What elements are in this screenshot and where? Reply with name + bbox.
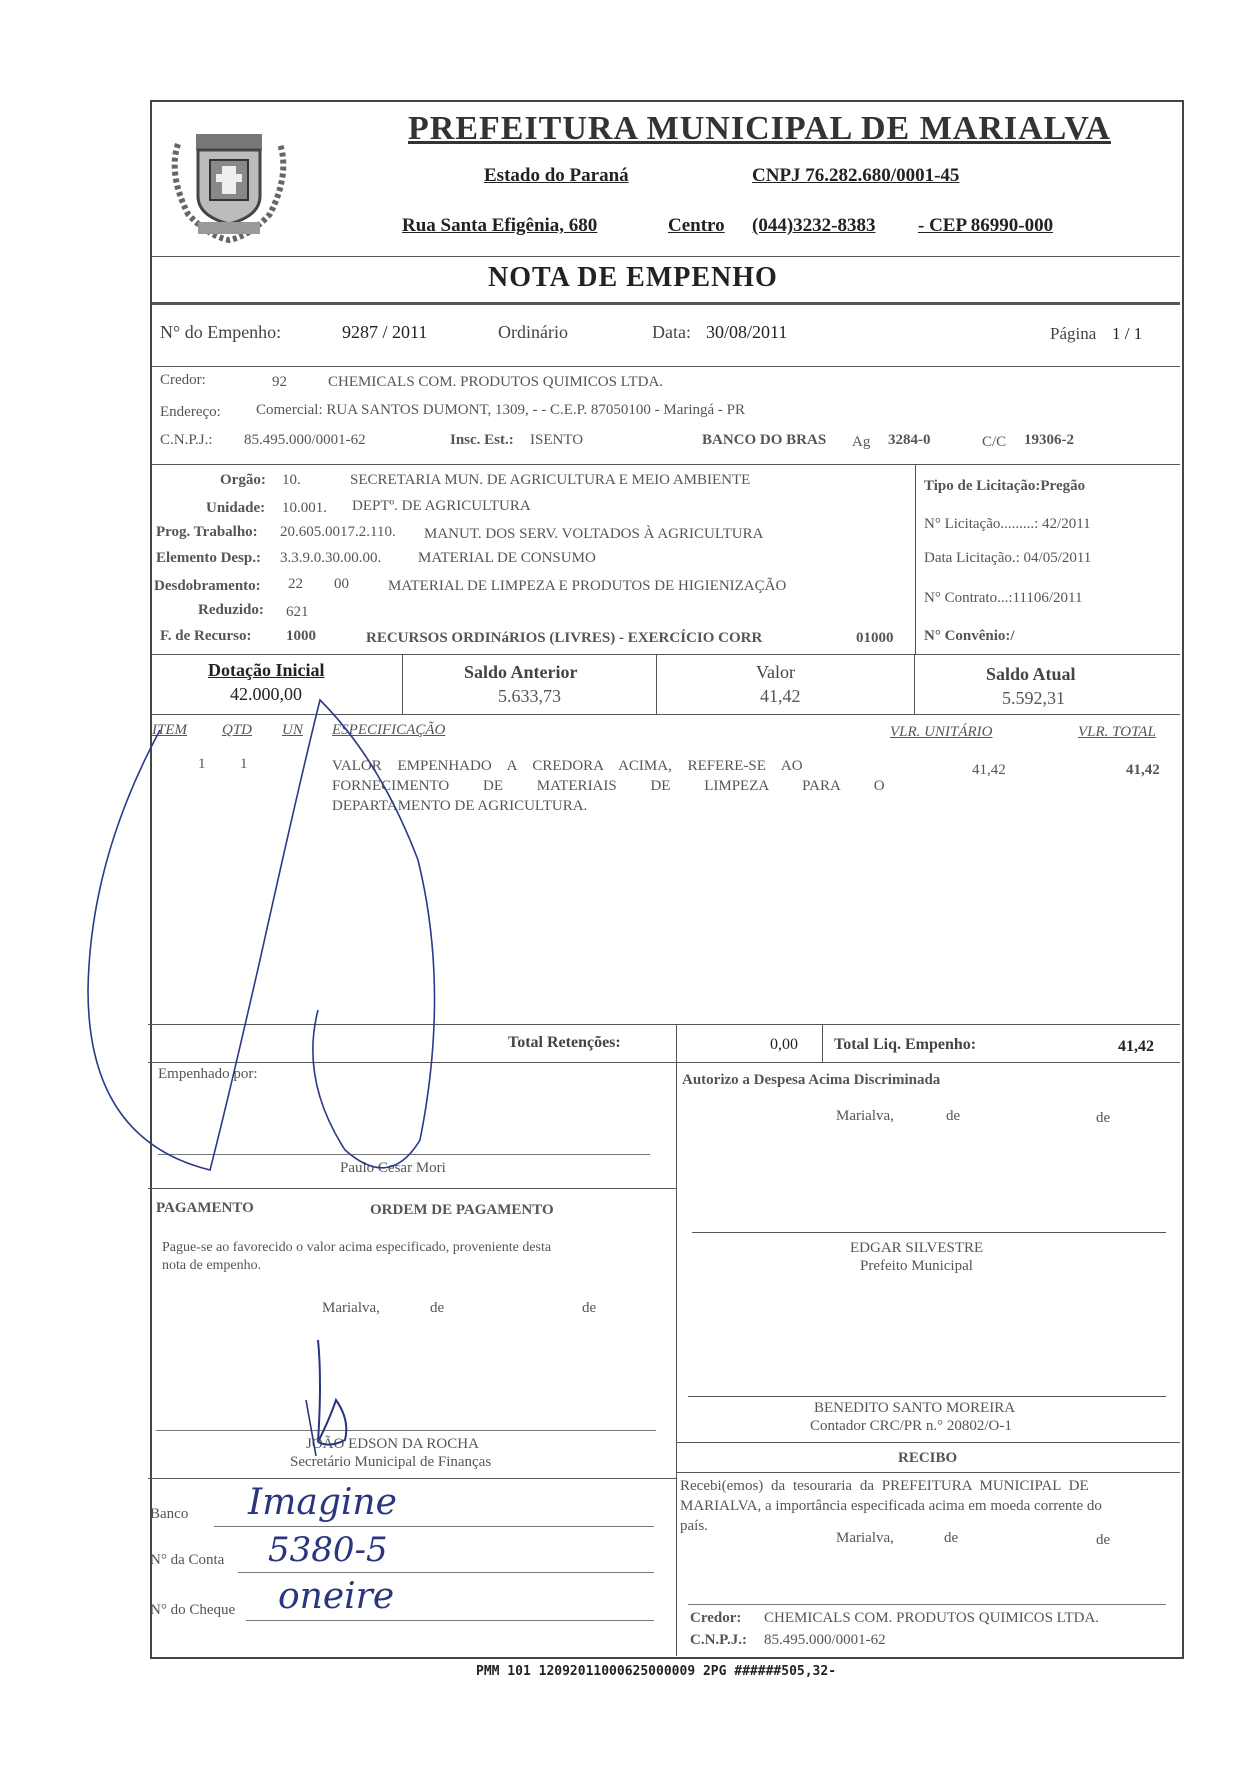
- saldo-atual-value: 5.592,31: [1002, 688, 1065, 708]
- valor-label: Valor: [756, 662, 795, 682]
- col-un: UN: [282, 722, 303, 738]
- banco-handwritten: Imagine: [248, 1482, 397, 1523]
- credor-cnpj: 85.495.000/0001-62: [244, 432, 366, 448]
- recibo-cnpj: 85.495.000/0001-62: [764, 1632, 886, 1648]
- phone: (044)3232-8383: [752, 215, 876, 236]
- conta-label: N° da Conta: [150, 1552, 225, 1568]
- prog-label: Prog. Trabalho:: [156, 524, 258, 540]
- licitacao-data: Data Licitação.: 04/05/2011: [924, 550, 1092, 566]
- recibo-text-line2: MARIALVA, a importância especificada acima em moeda corrente do: [680, 1498, 1102, 1514]
- insc-value: ISENTO: [530, 432, 584, 448]
- desdobramento-code1: 22: [288, 576, 303, 592]
- cnpj-label: C.N.P.J.:: [160, 432, 213, 448]
- date-label: Data:: [652, 322, 691, 342]
- dotacao-inicial-value: 42.000,00: [230, 684, 302, 704]
- recurso-name: RECURSOS ORDINáRIOS (LIVRES) - EXERCÍCIO CORR: [366, 630, 763, 646]
- footer-barcode-text: PMM 101 12092011000625000009 2PG ######505,32-: [476, 1664, 837, 1679]
- elemento-code: 3.3.9.0.30.00.00.: [280, 550, 382, 566]
- elemento-name: MATERIAL DE CONSUMO: [418, 550, 596, 566]
- address: Rua Santa Efigênia, 680: [402, 215, 598, 236]
- recibo-text-line3: país.: [680, 1518, 708, 1534]
- contador-name: BENEDITO SANTO MOREIRA: [814, 1400, 1016, 1416]
- col-especificacao: ESPECIFICAÇÃO: [332, 722, 446, 738]
- ordem-pagamento-label: ORDEM DE PAGAMENTO: [370, 1202, 554, 1218]
- prog-code: 20.605.0017.2.110.: [280, 524, 396, 540]
- municipality-title: PREFEITURA MUNICIPAL DE MARIALVA: [408, 110, 1111, 147]
- recibo-label: RECIBO: [898, 1450, 958, 1466]
- credor-address: Comercial: RUA SANTOS DUMONT, 1309, - - C.E.P. 87050100 - Maringá - PR: [256, 402, 746, 418]
- cep: - CEP 86990-000: [918, 215, 1054, 236]
- prefeito-role: Prefeito Municipal: [860, 1258, 973, 1274]
- item-number: 1: [198, 756, 206, 772]
- empenho-number: 9287 / 2011: [342, 322, 428, 342]
- dotacao-inicial-label: Dotação Inicial: [208, 660, 325, 680]
- financas-role: Secretário Municipal de Finanças: [290, 1454, 492, 1470]
- financas-name: JOÃO EDSON DA ROCHA: [306, 1436, 479, 1452]
- recibo-place: Marialva,: [836, 1530, 894, 1546]
- prefeito-name: EDGAR SILVESTRE: [850, 1240, 984, 1256]
- unidade-code: 10.001.: [282, 500, 327, 516]
- empenho-type: Ordinário: [498, 322, 568, 342]
- contador-role: Contador CRC/PR n.° 20802/O-1: [810, 1418, 1012, 1434]
- document-title: NOTA DE EMPENHO: [488, 262, 778, 293]
- date-value: 30/08/2011: [706, 322, 788, 342]
- recibo-credor-label: Credor:: [690, 1610, 742, 1626]
- orgao-label: Orgão:: [220, 472, 266, 488]
- empenhado-por-label: Empenhado por:: [158, 1066, 258, 1082]
- item-spec-line1: VALOR EMPENHADO A CREDORA ACIMA, REFERE-SE AO: [332, 758, 803, 774]
- recibo-cnpj-label: C.N.P.J.:: [690, 1632, 747, 1648]
- cnpj-header: CNPJ 76.282.680/0001-45: [752, 165, 960, 186]
- pagamento-text-line1: Pague-se ao favorecido o valor acima especificado, proveniente desta: [162, 1240, 552, 1255]
- agency-label: Ag: [852, 434, 871, 450]
- recibo-credor-name: CHEMICALS COM. PRODUTOS QUIMICOS LTDA.: [764, 1610, 1100, 1626]
- elemento-label: Elemento Desp.:: [156, 550, 261, 566]
- insc-label: Insc. Est.:: [450, 432, 514, 448]
- contrato-numero: N° Contrato...:11106/2011: [924, 590, 1083, 606]
- autorizo-de1: de: [946, 1108, 961, 1124]
- col-qtd: QTD: [222, 722, 253, 738]
- address-label: Endereço:: [160, 404, 221, 420]
- saldo-atual-label: Saldo Atual: [986, 664, 1076, 684]
- unidade-label: Unidade:: [206, 500, 266, 516]
- recibo-de2: de: [1096, 1532, 1111, 1548]
- credor-code: 92: [272, 374, 287, 390]
- page-label: Página: [1050, 324, 1097, 343]
- state-name: Estado do Paraná: [484, 165, 629, 186]
- recibo-de1: de: [944, 1530, 959, 1546]
- account: 19306-2: [1024, 432, 1074, 448]
- empenho-number-label: N° do Empenho:: [160, 322, 282, 342]
- item-spec-line2: FORNECIMENTO DE MATERIAIS DE LIMPEZA PARA O: [332, 778, 885, 794]
- pagamento-de1: de: [430, 1300, 445, 1316]
- licitacao-numero: N° Licitação.........: 42/2011: [924, 516, 1091, 532]
- orgao-code: 10.: [282, 472, 301, 488]
- bank-name: BANCO DO BRAS: [702, 432, 827, 448]
- desdobramento-code2: 00: [334, 576, 349, 592]
- desdobramento-name: MATERIAL DE LIMPEZA E PRODUTOS DE HIGIENIZAÇÃO: [388, 578, 787, 594]
- orgao-name: SECRETARIA MUN. DE AGRICULTURA E MEIO AMBIENTE: [350, 472, 751, 488]
- unidade-name: DEPTº. DE AGRICULTURA: [352, 498, 531, 514]
- total-liquido-value: 41,42: [1118, 1038, 1154, 1055]
- recurso-label: F. de Recurso:: [160, 628, 252, 644]
- valor-value: 41,42: [760, 686, 801, 706]
- item-spec-line3: DEPARTAMENTO DE AGRICULTURA.: [332, 798, 588, 814]
- licitacao-tipo: Tipo de Licitação:Pregão: [924, 478, 1086, 494]
- desdobramento-label: Desdobramento:: [154, 578, 261, 594]
- pagamento-de2: de: [582, 1300, 597, 1316]
- recurso-code2: 01000: [856, 630, 894, 646]
- saldo-anterior-label: Saldo Anterior: [464, 662, 578, 682]
- reduzido-value: 621: [286, 604, 309, 620]
- credor-name: CHEMICALS COM. PRODUTOS QUIMICOS LTDA.: [328, 374, 664, 390]
- col-vlr-total: VLR. TOTAL: [1078, 724, 1156, 740]
- credor-label: Credor:: [160, 372, 206, 388]
- cheque-label: N° do Cheque: [150, 1602, 236, 1618]
- autorizo-place: Marialva,: [836, 1108, 894, 1124]
- total-liquido-label: Total Liq. Empenho:: [834, 1036, 977, 1053]
- convenio-numero: N° Convênio:/: [924, 628, 1015, 644]
- saldo-anterior-value: 5.633,73: [498, 686, 561, 706]
- page-number: 1 / 1: [1112, 324, 1143, 343]
- conta-handwritten: 5380-5: [268, 1530, 388, 1570]
- banco-label: Banco: [150, 1506, 189, 1522]
- pagamento-text-line2: nota de empenho.: [162, 1258, 262, 1273]
- col-item: ITEM: [152, 722, 187, 738]
- total-retencoes-label: Total Retenções:: [508, 1034, 621, 1051]
- item-total-value: 41,42: [1126, 762, 1160, 778]
- total-retencoes-value: 0,00: [770, 1036, 798, 1053]
- recibo-text-line1: Recebi(emos) da tesouraria da PREFEITURA MUNICIPAL DE: [680, 1478, 1089, 1494]
- pagamento-label: PAGAMENTO: [156, 1200, 254, 1216]
- agency: 3284-0: [888, 432, 931, 448]
- recurso-code: 1000: [286, 628, 316, 644]
- autorizo-label: Autorizo a Despesa Acima Discriminada: [682, 1072, 941, 1088]
- district: Centro: [668, 215, 725, 236]
- autorizo-de2: de: [1096, 1110, 1111, 1126]
- prog-name: MANUT. DOS SERV. VOLTADOS À AGRICULTURA: [424, 526, 764, 542]
- item-unit-value: 41,42: [972, 762, 1006, 778]
- empenhado-por-name: Paulo Cesar Mori: [340, 1160, 446, 1176]
- cheque-handwritten: oneire: [278, 1576, 395, 1617]
- account-label: C/C: [982, 434, 1007, 450]
- reduzido-label: Reduzido:: [198, 602, 264, 618]
- pagamento-place: Marialva,: [322, 1300, 380, 1316]
- item-qtd: 1: [240, 756, 248, 772]
- col-vlr-unitario: VLR. UNITÁRIO: [890, 724, 993, 740]
